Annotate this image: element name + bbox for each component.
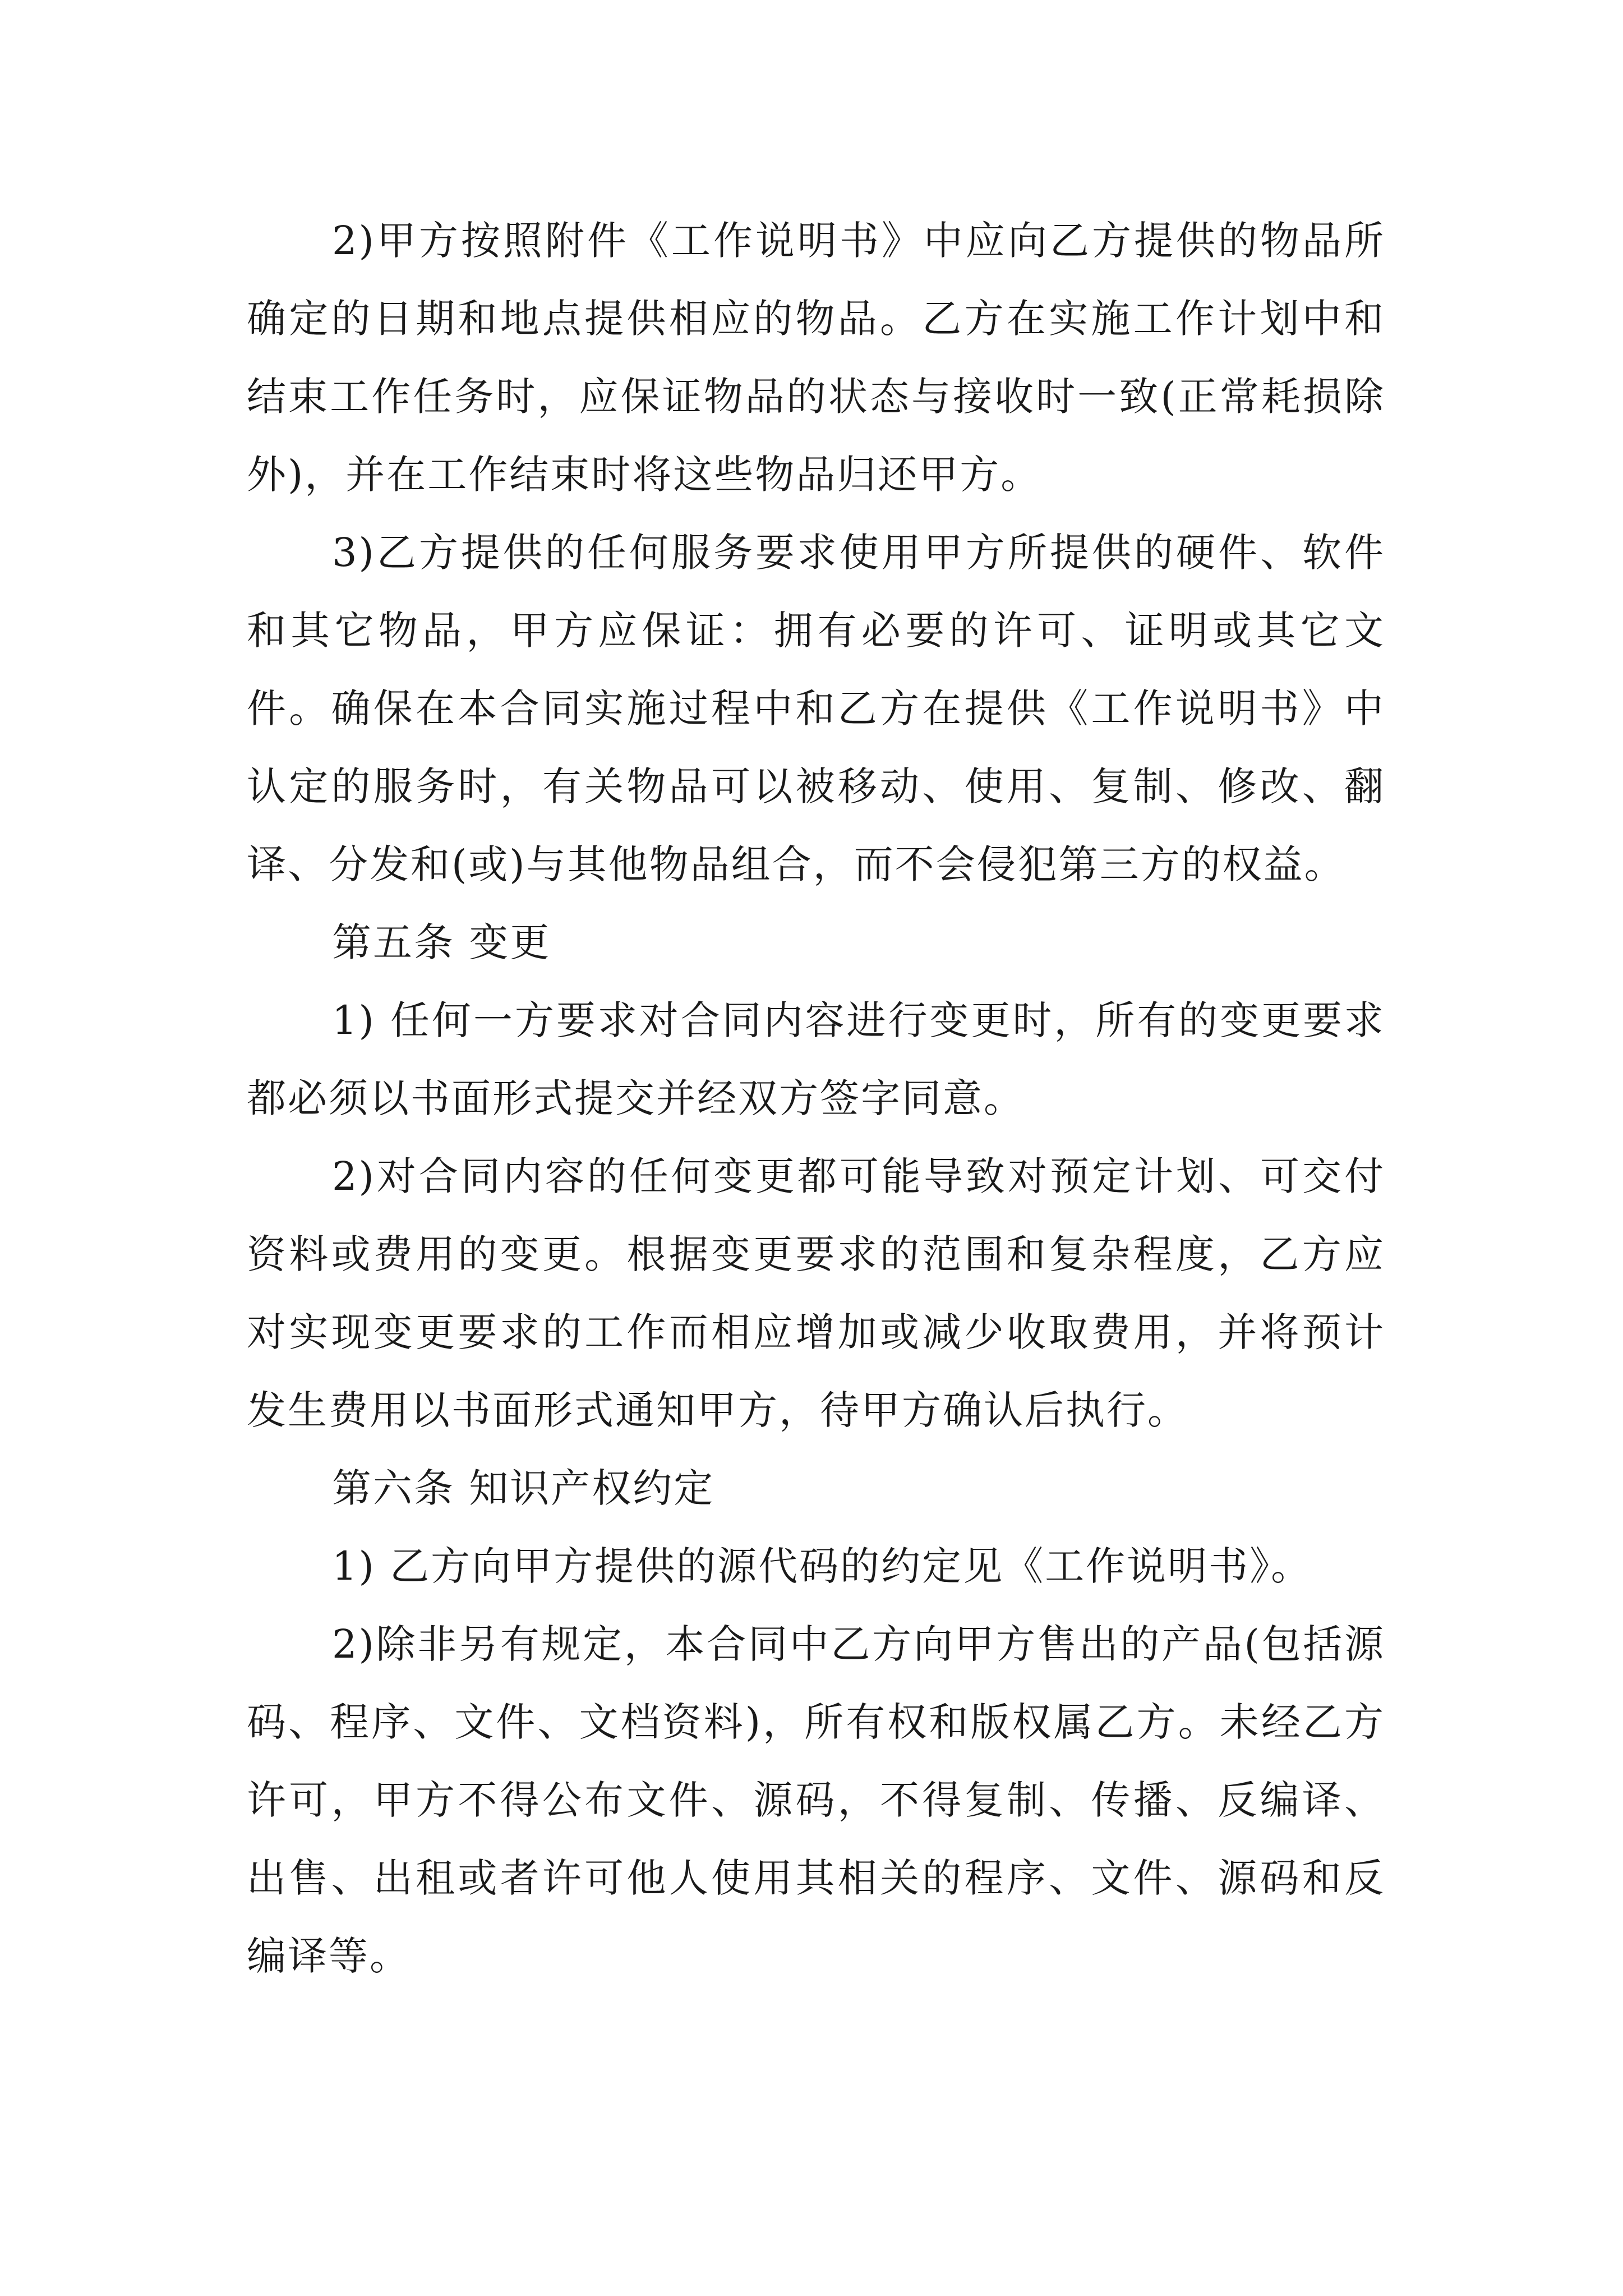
paragraph-change-request-written: 1) 任何一方要求对合同内容进行变更时，所有的变更要求都必须以书面形式提交并经双方签字同意。 bbox=[247, 997, 1385, 1121]
paragraph-ownership-copyright: 2)除非另有规定，本合同中乙方向甲方售出的产品(包括源码、程序、文件、文档资料)，所有权和版权属乙方。未经乙方许可，甲方不得公布文件、源码，不得复制、传播、反编译、出售、出租或者许可他人使用其相关的程序、文件、源码和反编译等。 bbox=[247, 1621, 1385, 1979]
paragraph-change-cost-adjustment: 2)对合同内容的任何变更都可能导致对预定计划、可交付资料或费用的变更。根据变更要求的范围和复杂程度，乙方应对实现变更要求的工作而相应增加或减少收取费用，并将预计发生费用以书面形式通知甲方，待甲方确认后执行。 bbox=[247, 1153, 1385, 1433]
document-body bbox=[247, 202, 1385, 1995]
section-heading-article-5: 第五条 变更 bbox=[332, 919, 551, 965]
paragraph-source-code-agreement: 1) 乙方向甲方提供的源代码的约定见《工作说明书》。 bbox=[332, 1543, 1312, 1589]
section-heading-article-6: 第六条 知识产权约定 bbox=[332, 1465, 715, 1511]
paragraph-3-hardware-software-warranty: 3)乙方提供的任何服务要求使用甲方所提供的硬件、软件和其它物品，甲方应保证：拥有必要的许可、证明或其它文件。确保在本合同实施过程中和乙方在提供《工作说明书》中认定的服务时，有关物品可以被移动、使用、复制、修改、翻译、分发和(或)与其他物品组合，而不会侵犯第三方的权益。 bbox=[247, 530, 1385, 887]
paragraph-2-items-provision: 2)甲方按照附件《工作说明书》中应向乙方提供的物品所确定的日期和地点提供相应的物品。乙方在实施工作计划中和结束工作任务时，应保证物品的状态与接收时一致(正常耗损除外)，并在工作结束时将这些物品归还甲方。 bbox=[247, 218, 1385, 498]
